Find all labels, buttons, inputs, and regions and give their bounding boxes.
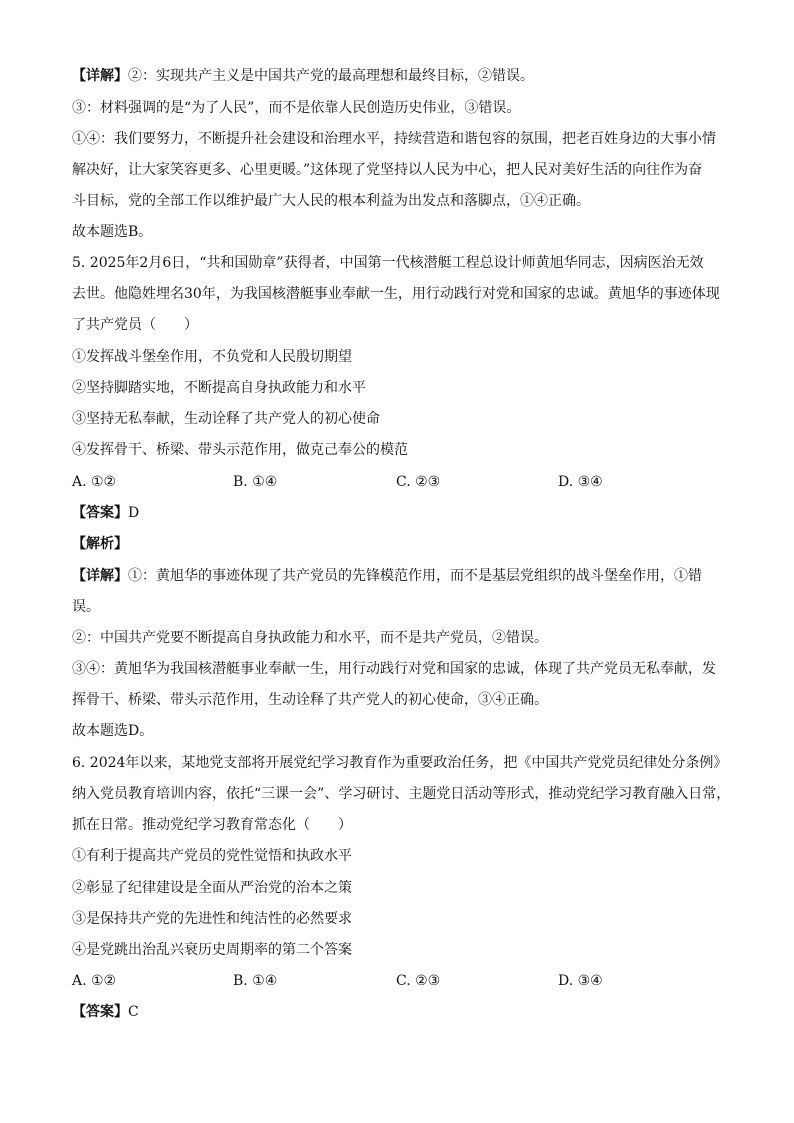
option-a: A. ①② xyxy=(72,973,117,989)
q5-answer xyxy=(72,503,732,523)
q6-item: ④是党跳出治乱兴衰历史周期率的第二个答案 xyxy=(72,942,352,958)
answer-value: C xyxy=(128,1004,139,1020)
q6-stem: 纳入党员教育培训内容，依托“三课一会”、学习研讨、主题党日活动等形式，推动党纪学习教育融入日常， xyxy=(72,786,731,802)
option-b: B. ①④ xyxy=(233,973,278,989)
option-c: C. ②③ xyxy=(396,973,441,989)
q5-stem: 了共产党员（ ） xyxy=(72,317,198,333)
answer-tag: 【答案】 xyxy=(72,505,128,521)
q5-stem: 去世。他隐姓埋名30年，为我国核潜艇事业奉献一生，用行动践行对党和国家的忠诚。黄旭华的事迹体现 xyxy=(72,286,720,302)
q5-stem: 5. 2025年2月6日，“共和国勋章”获得者，中国第一代核潜艇工程总设计师黄旭华同志，因病医治无效 xyxy=(72,255,704,271)
q4-conclusion: 故本题选B。 xyxy=(72,224,153,240)
answer-value: D xyxy=(128,505,140,521)
q4-detail-line: 【详解】②：实现共产主义是中国共产党的最高理想和最终目标，②错误。 xyxy=(72,68,534,84)
option-b: B. ①④ xyxy=(233,474,278,490)
q6-item: ③是保持共产党的先进性和纯洁性的必然要求 xyxy=(72,911,352,927)
option-d: D. ③④ xyxy=(558,474,603,490)
answer-tag: 【答案】 xyxy=(72,1004,128,1020)
q5-conclusion: 故本题选D。 xyxy=(72,723,154,739)
option-d: D. ③④ xyxy=(558,973,603,989)
q5-item: ①发挥战斗堡垒作用，不负党和人民殷切期望 xyxy=(72,349,352,365)
q5-analysis-tag: 【解析】 xyxy=(72,536,128,552)
q4-detail-line: ①④：我们要努力，不断提升社会建设和治理水平，持续营造和谐包容的氛围，把老百姓身边的大事小情 xyxy=(72,131,716,147)
q5-item: ④发挥骨干、桥梁、带头示范作用，做克己奉公的模范 xyxy=(72,442,408,458)
option-a: A. ①② xyxy=(72,474,117,490)
q5-detail-line: ②：中国共产党要不断提高自身执政能力和水平，而不是共产党员，②错误。 xyxy=(72,630,548,646)
q5-detail-line: 挥骨干、桥梁、带头示范作用，生动诠释了共产党人的初心使命，③④正确。 xyxy=(72,692,548,708)
q6-stem: 抓在日常。推动党纪学习教育常态化（ ） xyxy=(72,817,352,833)
q6-answer xyxy=(72,1002,732,1022)
q4-detail-line: ③：材料强调的是“为了人民”，而不是依靠人民创造历史伟业，③错误。 xyxy=(72,100,521,116)
q4-detail-line: 解决好，让大家笑容更多、心里更暖。”这体现了党坚持以人民为中心，把人民对美好生活的向往作为奋 xyxy=(72,162,703,178)
detail-tag: 【详解】 xyxy=(72,568,128,584)
q6-item: ②彰显了纪律建设是全面从严治党的治本之策 xyxy=(72,880,352,896)
q5-detail-line: 误。 xyxy=(72,599,100,615)
q5-item: ②坚持脚踏实地，不断提高自身执政能力和水平 xyxy=(72,380,366,396)
q5-detail-line: ③④：黄旭华为我国核潜艇事业奉献一生，用行动践行对党和国家的忠诚，体现了共产党员无私奉献，发 xyxy=(72,661,716,677)
q4-detail-line: 斗目标，党的全部工作以维护最广大人民的根本利益为出发点和落脚点，①④正确。 xyxy=(72,193,590,209)
option-c: C. ②③ xyxy=(396,474,441,490)
detail-tag: 【详解】 xyxy=(72,68,128,84)
q5-item: ③坚持无私奉献，生动诠释了共产党人的初心使命 xyxy=(72,411,380,427)
q6-stem: 6. 2024年以来，某地党支部将开展党纪学习教育作为重要政治任务，把《中国共产党党员纪律处分条例》 xyxy=(72,755,728,771)
q5-detail-line: 【详解】①：黄旭华的事迹体现了共产党员的先锋模范作用，而不是基层党组织的战斗堡垒作用，①错 xyxy=(72,568,702,584)
q6-item: ①有利于提高共产党员的党性觉悟和执政水平 xyxy=(72,848,352,864)
